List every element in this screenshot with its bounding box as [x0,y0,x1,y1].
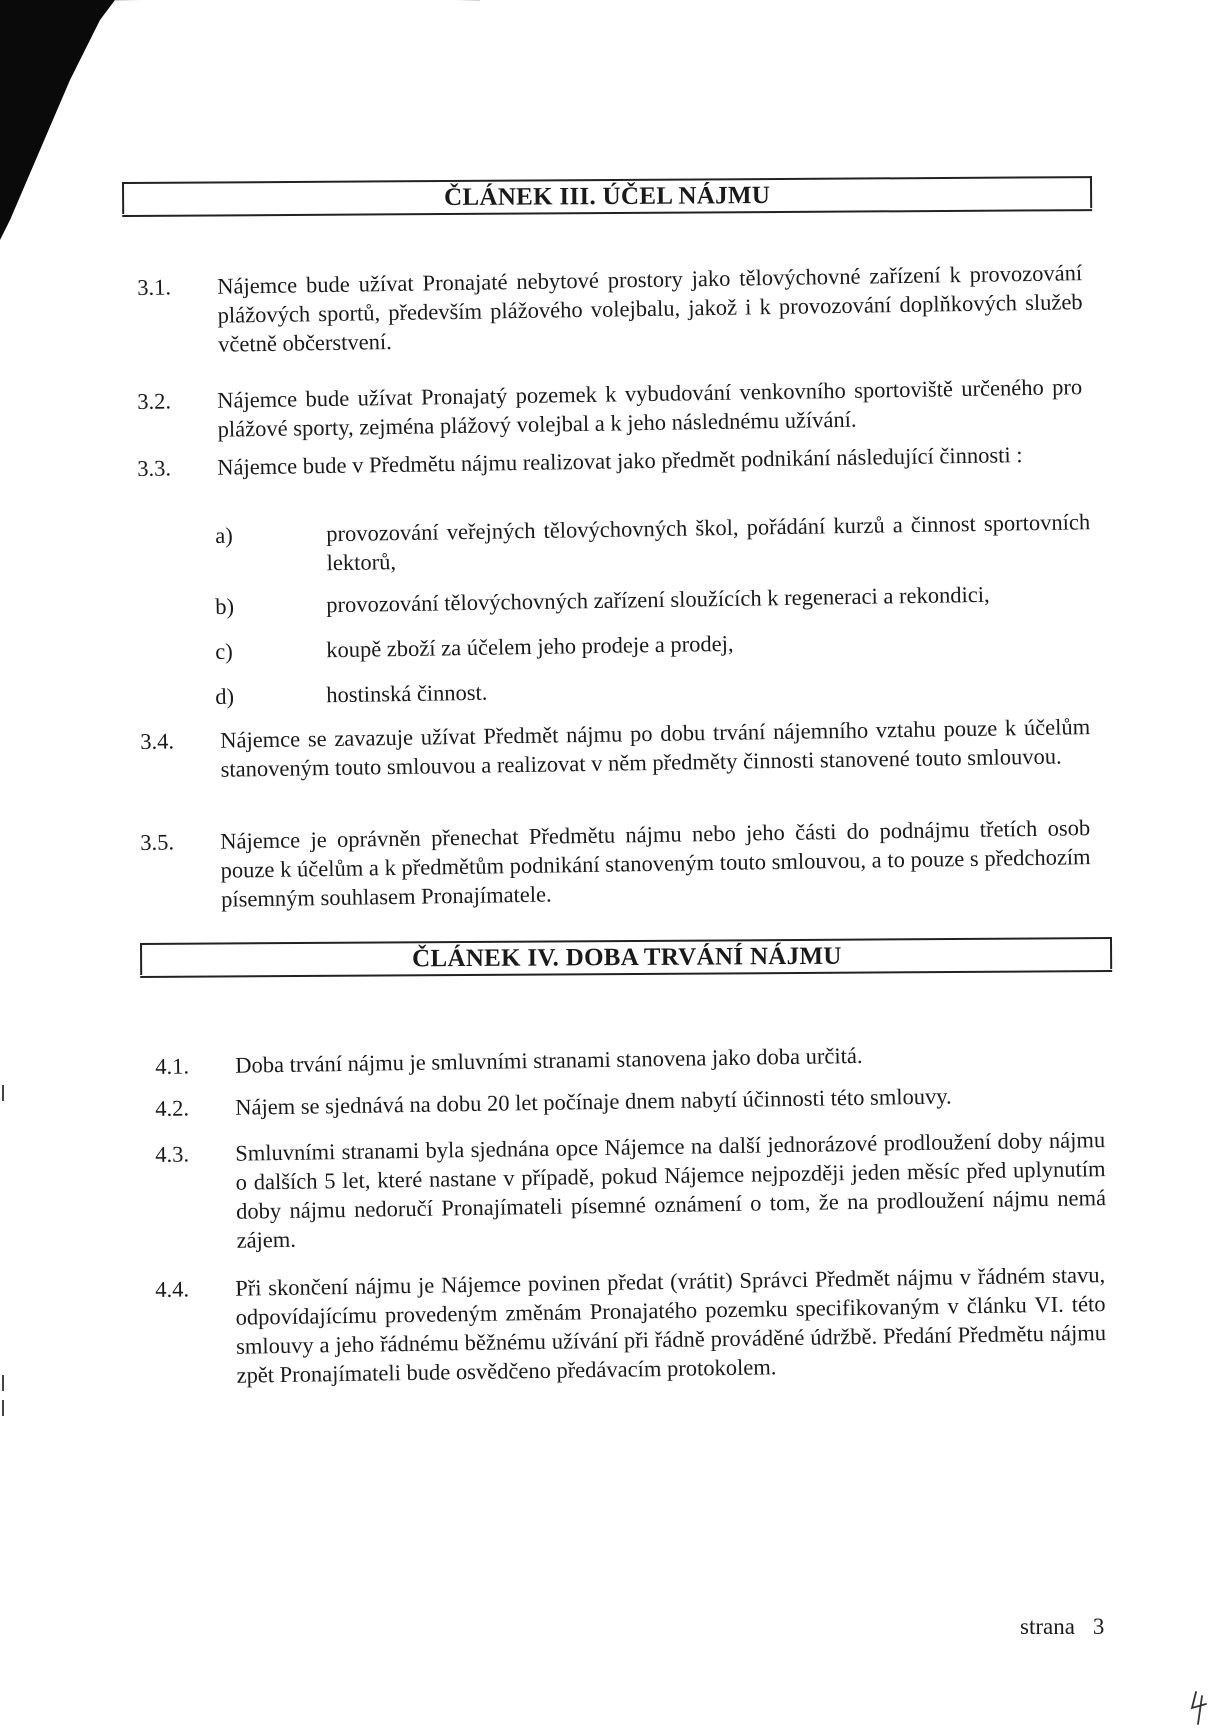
handwritten-mark-icon [1190,1690,1212,1726]
subitem-text: koupě zboží za účelem jeho prodeje a prodej, [326,630,734,663]
page-number: 3 [1092,1614,1105,1639]
paragraph-text: Nájemce se zavazuje užívat Předmět nájmu po dobu trvání nájemního vztahu pouze k účelům stanoveným touto smlouvou a realizovat v něm předměty činnosti stanovené touto smlouvou. [220,714,1091,782]
paragraph-text: Smluvními stranami byla sjednána opce Nájemce na další jednorázové prodloužení doby nájmu o dalších 5 let, které nastane v případě, pokud Nájemce nejpozději jeden měsíc před uplynutím doby nájmu nedoručí Pronajímateli písemné oznámení o tom, že na prodloužení nájmu nemá zájem. [235,1127,1107,1253]
paragraph-number: 4.4. [155,1276,190,1302]
article-4-title: ČLÁNEK IV. DOBA TRVÁNÍ NÁJMU [412,942,842,973]
paragraph-3-4 [140,712,1091,785]
paragraph-text: Nájemce bude užívat Pronajaté nebytové prostory jako tělovýchovné zařízení k provozování plážových sportů, především plážového volejbalu, jakož i k provozování doplňkových služeb včetně občerstvení. [217,260,1083,357]
subitem-text: provozování veřejných tělovýchovných škol, pořádání kurzů a činnost sportovních lektorů, [326,509,1091,576]
paragraph-number: 4.1. [155,1053,190,1079]
paragraph-number: 4.2. [155,1095,190,1121]
paragraph-4-2 [155,1079,1105,1123]
paragraph-number: 4.3. [155,1141,190,1167]
paragraph-number: 3.5. [140,829,175,855]
paragraph-3-2 [137,372,1083,445]
subitem-d [215,668,1090,711]
paragraph-3-3 [137,439,1082,483]
paragraph-number: 3.2. [137,388,172,414]
paragraph-4-1 [155,1037,1105,1081]
subitem-letter: b) [215,593,235,619]
article-3-title: ČLÁNEK III. ÚČEL NÁJMU [444,182,771,212]
article-4-header-box [140,937,1112,975]
margin-tick [2,1085,4,1101]
paragraph-number: 3.4. [140,728,175,754]
paragraph-text: Nájemce bude užívat Pronajatý pozemek k vybudování venkovního sportoviště určeného pro plážové sporty, zejména plážový volejbal a k jeho následnému užívání. [217,374,1083,442]
margin-tick [2,1375,4,1391]
article-3-header-box [122,176,1092,214]
margin-tick [2,1400,4,1416]
subitem-text: hostinská činnost. [326,679,488,708]
paragraph-text: Při skončení nájmu je Nájemce povinen předat (vrátit) Správci Předmět nájmu v řádném stavu, odpovídajícímu provedeným změnám Pronajatého pozemku specifikovaným v článku VI. této smlouvy a jeho řádnému běžnému užívání při řádně prováděné údržbě. Předání Předmětu nájmu zpět Pronajímateli bude osvědčeno předávacím protokolem. [235,1262,1107,1388]
subitem-letter: a) [215,522,233,548]
paragraph-3-5 [140,813,1091,915]
page-label: strana [1020,1614,1075,1639]
subitem-letter: c) [215,638,233,664]
subitem-a [215,507,1091,579]
paragraph-3-1 [137,258,1083,360]
paragraph-text: Nájemce je oprávněn přenechat Předmětu nájmu nebo jeho části do podnájmu třetích osob pouze k účelům a k předmětům podnikání stanoveným touto smlouvou, a to pouze s předchozím písemným souhlasem Pronajímatele. [220,815,1091,912]
paragraph-4-4 [155,1260,1107,1391]
subitem-b [215,578,1090,621]
subitem-c [215,623,1090,666]
paragraph-number: 3.3. [137,455,172,481]
paragraph-number: 3.1. [137,274,172,300]
subitem-text: provozování tělovýchovných zařízení sloužících k regeneraci a rekondici, [326,581,990,618]
paragraph-4-3 [155,1125,1107,1256]
subitem-letter: d) [215,683,235,709]
paragraph-text: Nájem se sjednává na dobu 20 let počínaje dnem nabytí účinnosti této smlouvy. [235,1083,952,1120]
page-number-footer [1020,1614,1104,1640]
paragraph-text: Doba trvání nájmu je smluvními stranami stanovena jako doba určitá. [235,1042,863,1078]
paragraph-text: Nájemce bude v Předmětu nájmu realizovat jako předmět podnikání následující činnosti : [217,442,1023,480]
